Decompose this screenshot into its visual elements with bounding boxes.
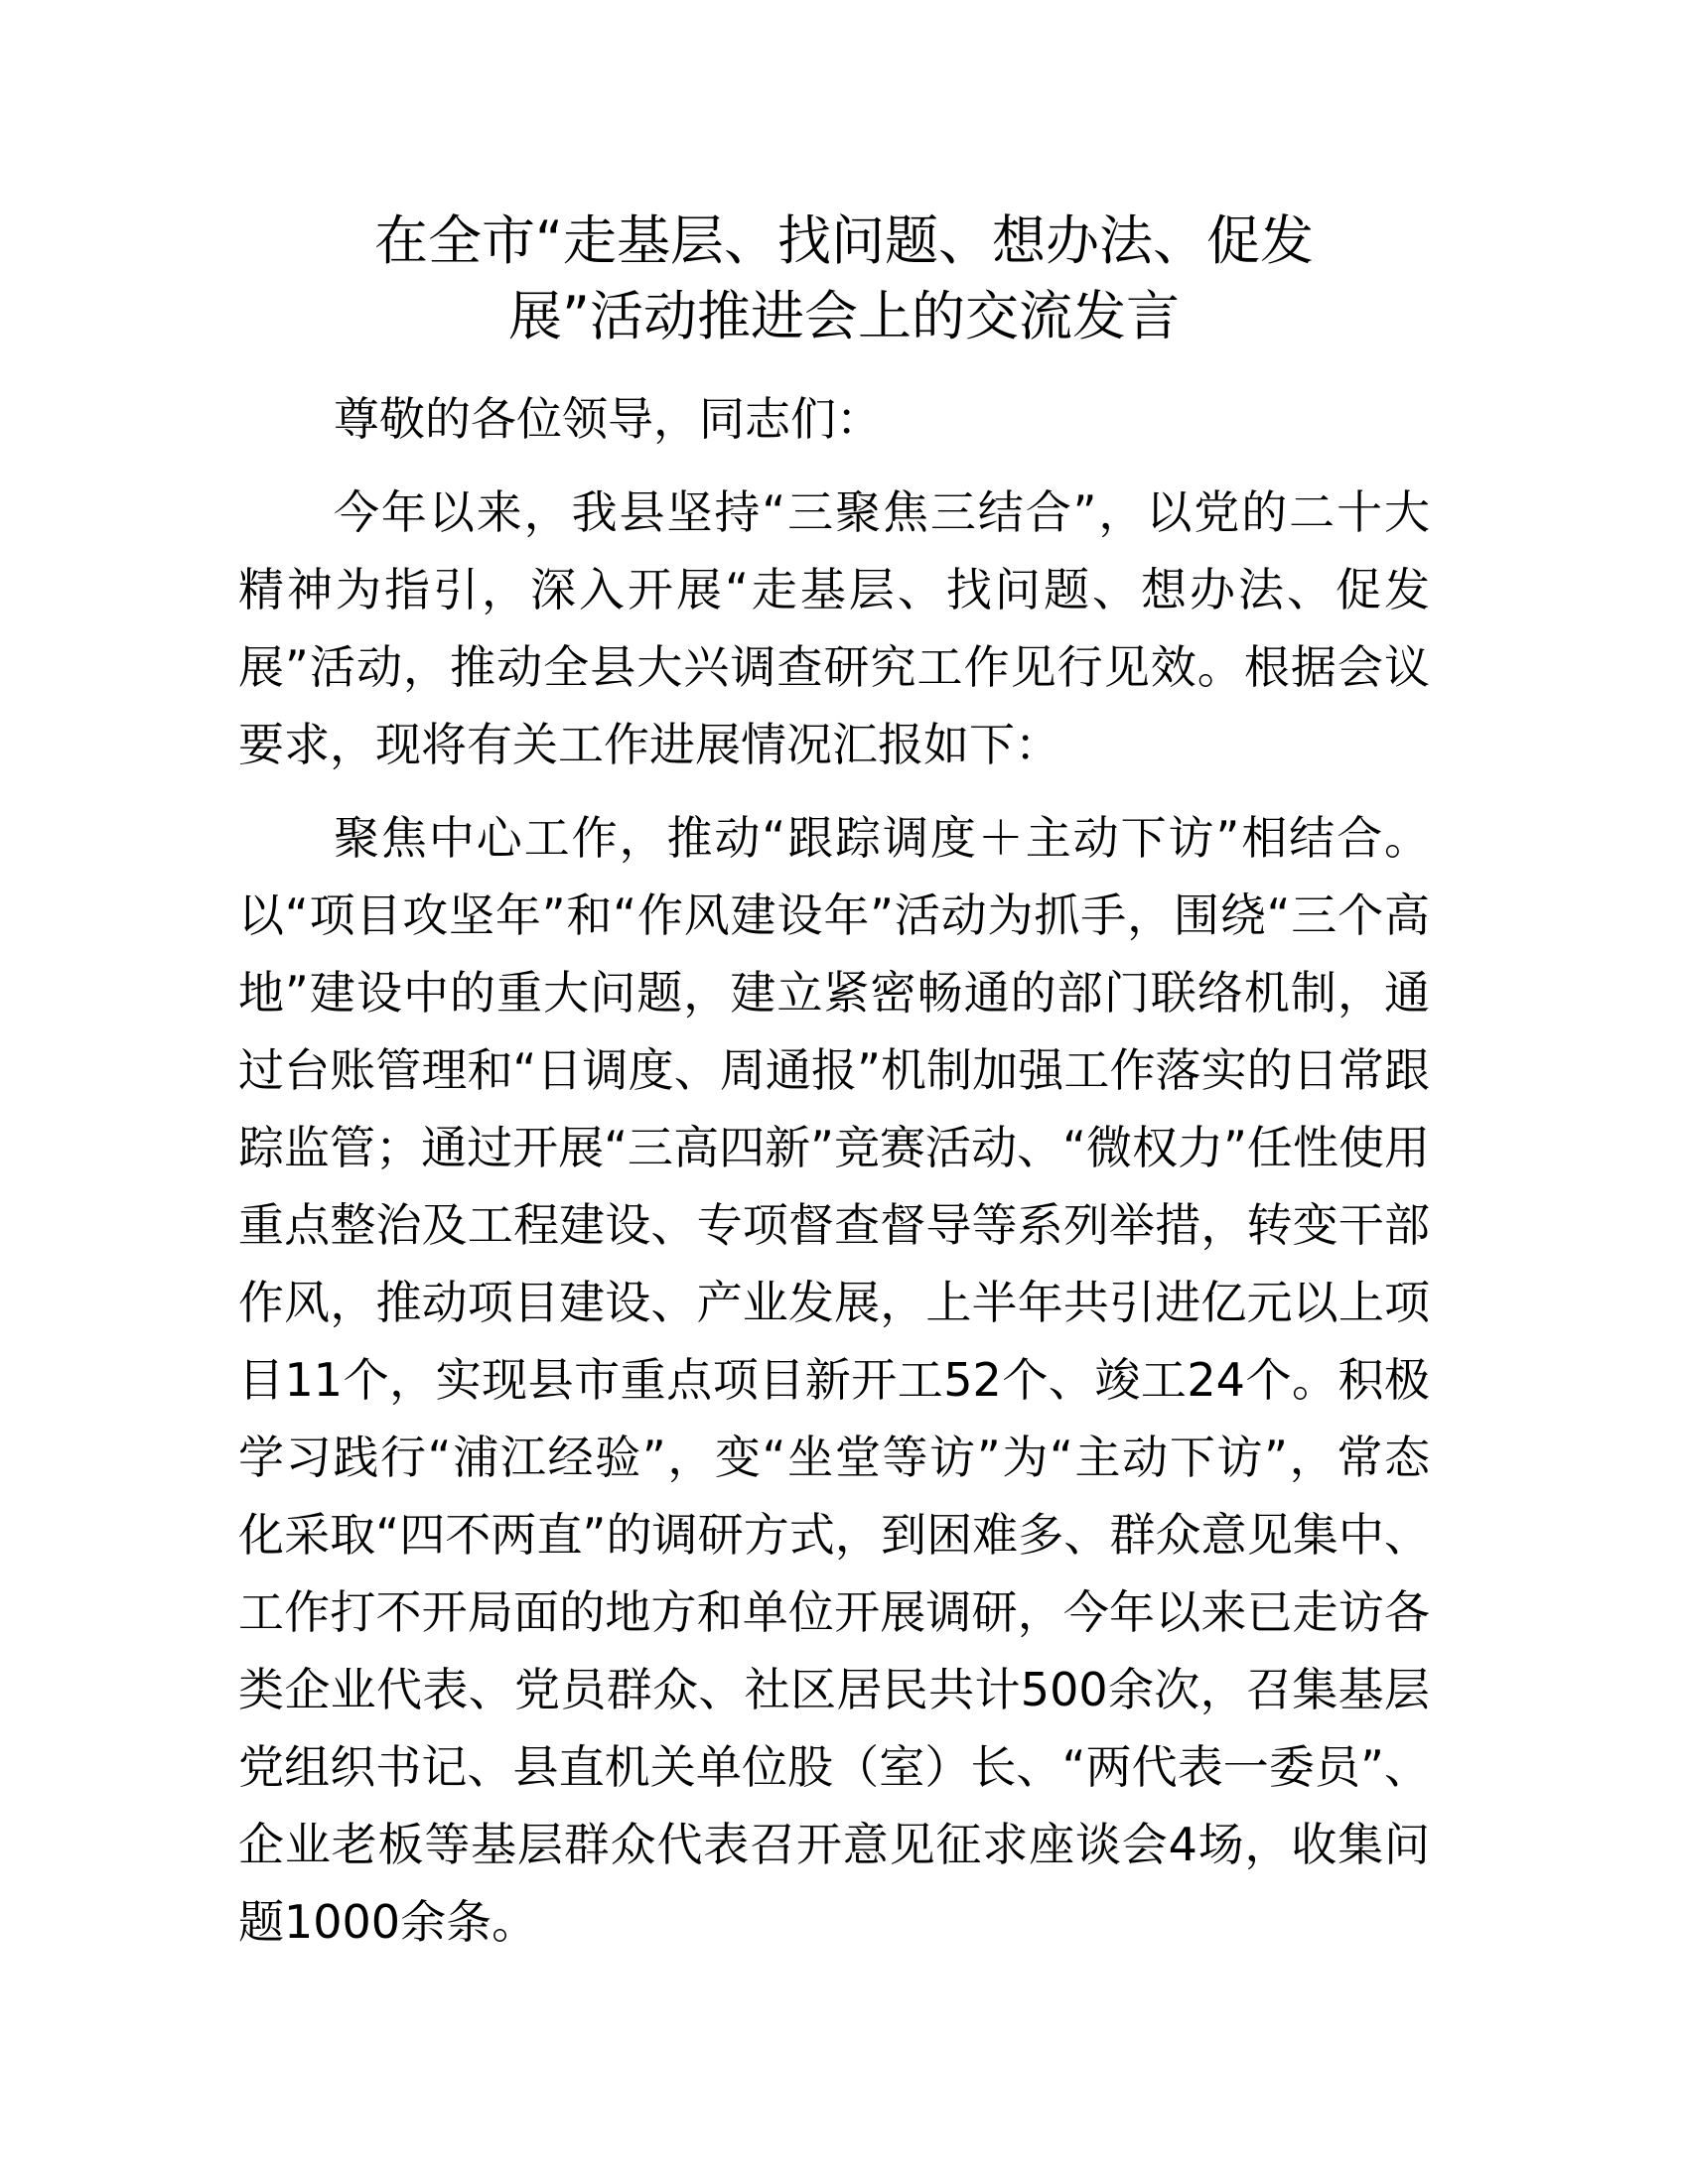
title-line-2: 展”活动推进会上的交流发言 — [508, 285, 1180, 347]
paragraph-intro: 今年以来，我县坚持“三聚焦三结合”，以党的二十大精神为指引，深入开展“走基层、找问题、想办法、促发展”活动，推动全县大兴调查研究工作见行见效。根据会议要求，现将有关工作进展情况汇报如下： — [238, 485, 1430, 771]
title-line-1: 在全市“走基层、找问题、想办法、促发 — [374, 209, 1314, 272]
document-body — [238, 380, 1430, 1961]
paragraph-focus-central-work: 聚焦中心工作，推动“跟踪调度＋主动下访”相结合。以“项目攻坚年”和“作风建设年”活动为抓手，围绕“三个高地”建设中的重大问题，建立紧密畅通的部门联络机制，通过台账管理和“日调度、周通报”机制加强工作落实的日常跟踪监管；通过开展“三高四新”竞赛活动、“微权力”任性使用重点整治及工程建设、专项督查督导等系列举措，转变干部作风，推动项目建设、产业发展，上半年共引进亿元以上项目11个，实现县市重点项目新开工52个、竣工24个。积极学习践行“浦江经验”，变“坐堂等访”为“主动下访”，常态化采取“四不两直”的调研方式，到困难多、群众意见集中、工作打不开局面的地方和单位开展调研，今年以来已走访各类企业代表、党员群众、社区居民共计500余次，召集基层党组织书记、县直机关单位股（室）长、“两代表一委员”、企业老板等基层群众代表召开意见征求座谈会4场，收集问题1000余条。 — [238, 811, 1430, 1949]
salutation: 尊敬的各位领导，同志们： — [334, 392, 882, 446]
document-title — [298, 204, 1390, 354]
